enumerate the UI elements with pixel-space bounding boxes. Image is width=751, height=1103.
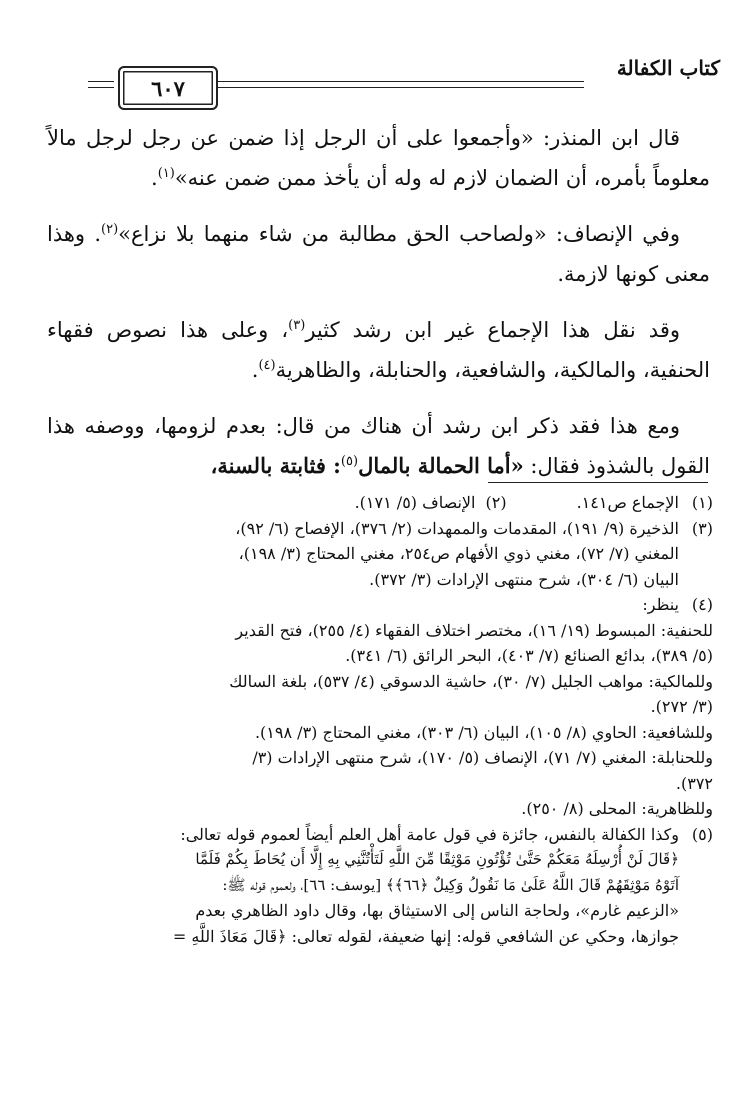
- footnotes: [47, 490, 713, 949]
- header-rule-right-bottom: [218, 87, 584, 88]
- paragraph-alinsaf: وفي الإنصاف: «ولصاحب الحق مطالبة من شاء منهما بلا نزاع»$^{(٢)}$. وهذا معنى كونها لازمة.: [47, 222, 710, 286]
- header-rule-left-top: [88, 81, 114, 82]
- footnote-3: (٣) الذخيرة (٩/ ١٩١)، المقدمات والممهدات (٢/ ٣٧٦)، الإفصاح (٦/ ٩٢)، المغني (٧/ ٧٢)، مغني ذوي الأفهام ص٢٥٤، مغني المحتاج (٣/ ١٩٨)، البيان (٦/ ٣٠٤)، شرح منتهى الإرادات (٣/ ٣٧٢).: [235, 518, 713, 589]
- footnote-5: (٥) وكذا الكفالة بالنفس، جائزة في قول عامة أهل العلم أيضاً لعموم قوله تعالى: ﴿قَالَ لَنْ أُرْسِلَهُ مَعَكُمْ حَتَّىٰ تُؤْتُونِ مَوْثِقًا مِّنَ اللَّهِ لَتَأْتُنَّنِي بِهِ إِلَّا أَن يُحَاطَ بِكُمْ فَلَمَّا آتَوْهُ مَوْثِقَهُمْ قَالَ اللَّهُ عَلَىٰ مَا نَقُولُ وَكِيلٌ ﴿٦٦﴾﴾ [يوسف: ٦٦]، ولعموم قوله ﷺ: «الزعيم غارم»، ولحاجة الناس إلى الاستيثاق بها، وقال داود الظاهري بعدم جوازها، وحكي عن الشافعي قوله: إنها ضعيفة، لقوله تعالى: ﴿قَالَ مَعَاذَ اللَّهِ =: [47, 822, 713, 950]
- header-rule-left-bottom: [88, 87, 114, 88]
- footnote-ref-5[interactable]: (٥): [340, 454, 359, 469]
- footnote-2-text: الإنصاف (٥/ ١٧١).: [354, 493, 476, 512]
- footnote-ref-2[interactable]: (٢): [101, 222, 119, 237]
- footnote-ref-1[interactable]: (١): [157, 166, 175, 181]
- page-header: [88, 52, 720, 122]
- paragraph-ibn-almundhir: قال ابن المنذر: «وأجمعوا على أن الرجل إذا ضمن عن رجل لرجل مالاً معلوماً بأمره، أن الضمان لازم له وله أن يأخذ ممن ضمن عنه»$^{(١)}$.: [47, 126, 710, 190]
- footnote-4: (٤) ينظر:: [642, 595, 713, 614]
- footnote-ref-3[interactable]: (٣): [288, 318, 306, 333]
- footnote-2-num: (٢): [485, 493, 507, 512]
- footnote-1-text: الإجماع ص١٤١.: [576, 493, 679, 512]
- paragraph-ibn-rushd: ومع هذا فقد ذكر ابن رشد أن هناك من قال: بعدم لزومها، ووصفه هذا القول بالشذوذ فقال: «أما الحمالة بالمال$^{(٥)}$: فثابتة بالسنة،: [47, 414, 710, 478]
- header-rule-right-top: [218, 81, 584, 82]
- footnote-1-2: (١) الإجماع ص١٤١. (٢) الإنصاف (٥/ ١٧١).: [47, 490, 713, 516]
- main-text: [47, 118, 710, 486]
- page-number: ٦٠٧: [118, 66, 218, 110]
- paragraph-ijma: وقد نقل هذا الإجماع غير ابن رشد كثير$^{(٣)}$، وعلى هذا نصوص فقهاء الحنفية، والمالكية، والشافعية، والحنابلة، والظاهرية$^{(٤)}$.: [47, 318, 710, 382]
- quran-verse-line-1: ﴿قَالَ لَنْ أُرْسِلَهُ مَعَكُمْ حَتَّىٰ تُؤْتُونِ مَوْثِقًا مِّنَ اللَّهِ لَتَأْتُنَّنِي بِهِ إِلَّا أَن يُحَاطَ بِكُمْ فَلَمَّا: [195, 850, 679, 868]
- chapter-title: كتاب الكفالة: [616, 56, 720, 80]
- footnote-ref-4[interactable]: (٤): [258, 358, 276, 373]
- footnote-4-body: للحنفية: المبسوط (١٩/ ١٦)، مختصر اختلاف الفقهاء (٤/ ٢٥٥)، فتح القدير (٥/ ٣٨٩)، بدائع الصنائع (٧/ ٤٠٣)، البحر الرائق (٦/ ٣٤١). وللمالكية: مواهب الجليل (٧/ ٣٠)، حاشية الدسوقي (٤/ ٥٣٧)، بلغة السالك (٣/ ٢٧٢). وللشافعية: الحاوي (٨/ ١٠٥)، البيان (٦/ ٣٠٣)، مغني المحتاج (٣/ ١٩٨). وللحنابلة: المغني (٧/ ٧١)، الإنصاف (٥/ ١٧٠)، شرح منتهى الإرادات (٣/ ٣٧٢). وللظاهرية: المحلى (٨/ ٢٥٠).: [229, 620, 713, 818]
- footnote-separator: [488, 482, 708, 483]
- quran-verse-line-2: آتَوْهُ مَوْثِقَهُمْ قَالَ اللَّهُ عَلَىٰ مَا نَقُولُ وَكِيلٌ ﴿٦٦﴾﴾ [يوسف: ٦٦]، ولعموم قوله ﷺ:: [222, 875, 679, 894]
